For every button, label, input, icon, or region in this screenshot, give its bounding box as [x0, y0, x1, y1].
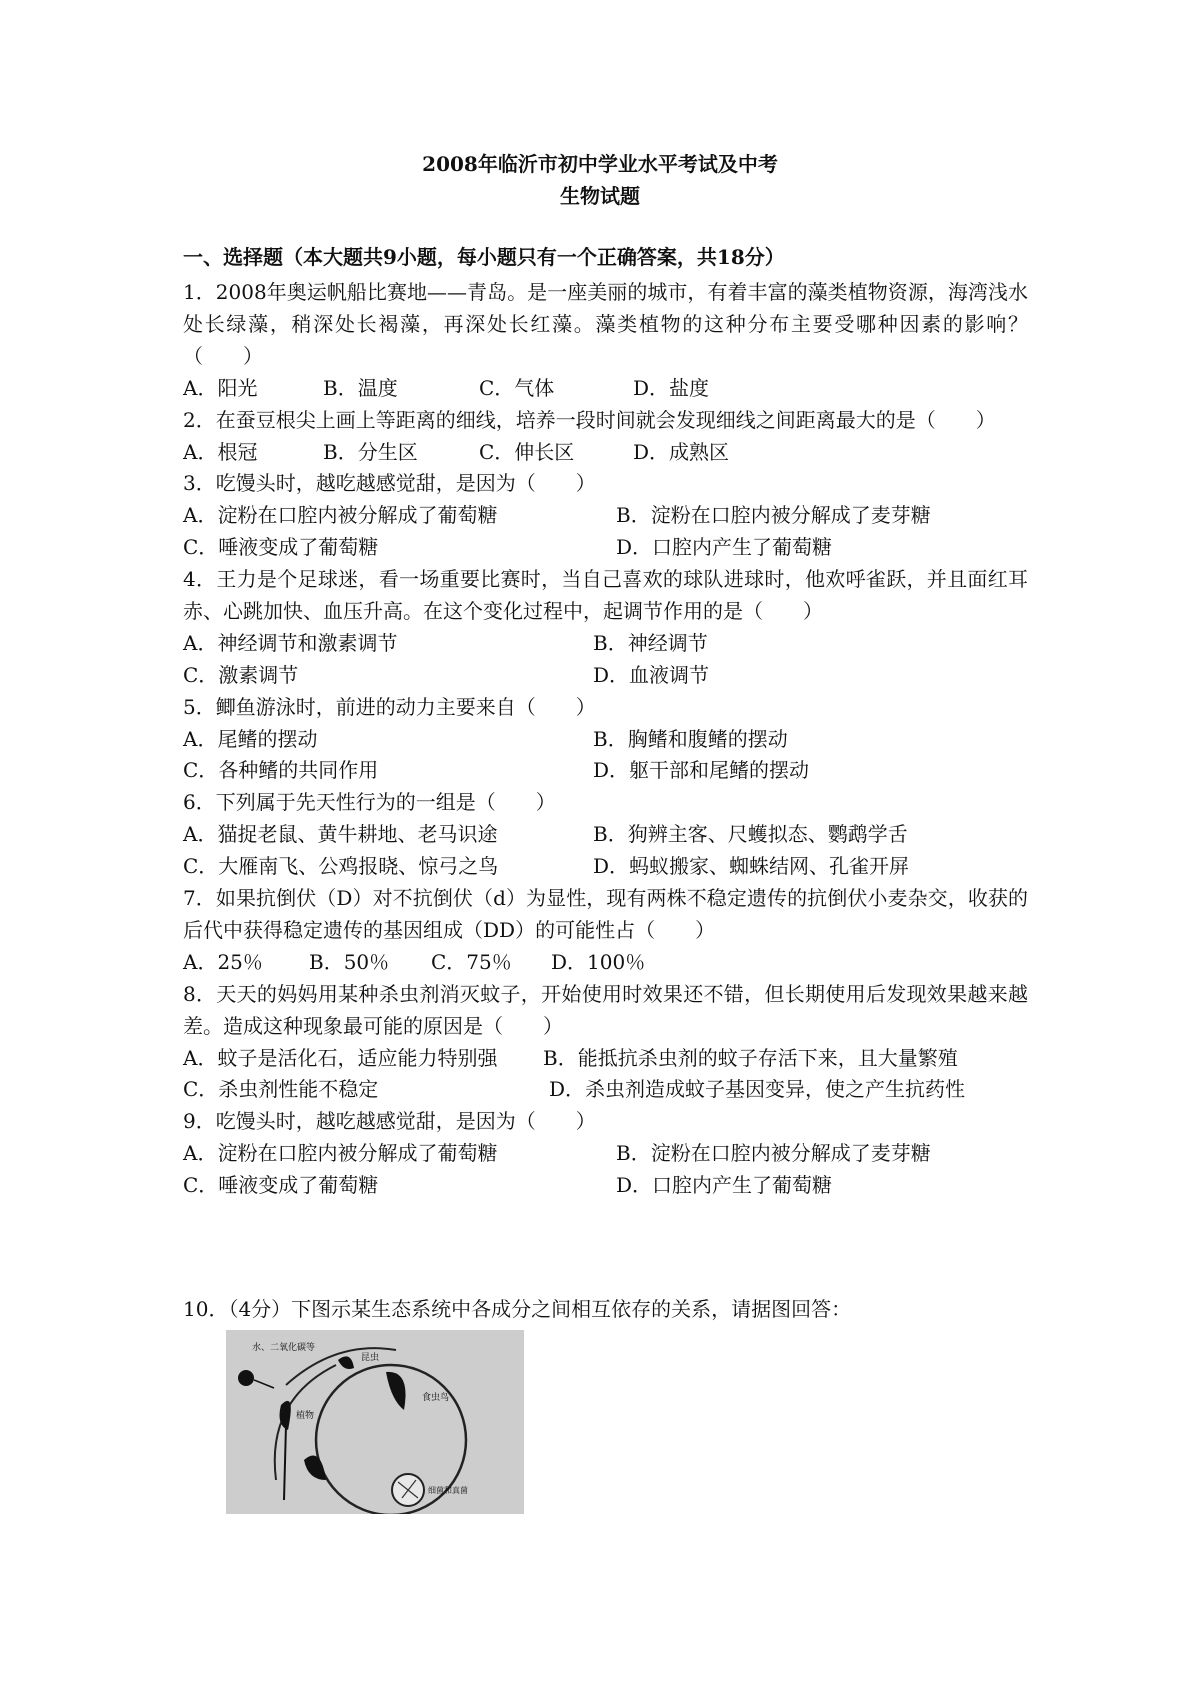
section-heading-choice: 一、选择题（本大题共9小题，每小题只有一个正确答案，共18分）: [183, 245, 785, 269]
option-a: A．淀粉在口腔内被分解成了葡萄糖: [183, 1141, 498, 1166]
option-b: B．胸鳍和腹鳍的摆动: [593, 726, 788, 751]
sun-icon: [238, 1370, 254, 1386]
option-d: D．100％: [551, 949, 646, 974]
option-c: C．气体: [479, 375, 555, 400]
question-8-options-row2: [183, 1074, 1028, 1106]
option-b: B．温度: [323, 375, 398, 400]
option-c: C．各种鳍的共同作用: [183, 758, 379, 783]
question-2-stem: 2．在蚕豆根尖上画上等距离的细线，培养一段时间就会发现细线之间距离最大的是（ ）: [183, 407, 996, 432]
label-insect: 昆虫: [361, 1353, 380, 1363]
exam-subtitle: 生物试题: [560, 184, 640, 208]
question-7-stem: 7．如果抗倒伏（D）对不抗倒伏（d）为显性，现有两株不稳定遗传的抗倒伏小麦杂交，收获的后代中获得稳定遗传的基因组成（DD）的可能性占（ ）: [183, 886, 1028, 942]
option-c: C．大雁南飞、公鸡报晓、惊弓之鸟: [183, 854, 499, 879]
question-6-options-row1: [183, 819, 1028, 851]
question-3-options-row1: [183, 500, 1028, 532]
question-3-options-row2: [183, 532, 1028, 564]
option-d: D．口腔内产生了葡萄糖: [616, 535, 833, 560]
option-b: B．淀粉在口腔内被分解成了麦芽糖: [616, 1141, 931, 1166]
option-c: C．伸长区: [479, 439, 575, 464]
question-7-options: [183, 947, 1028, 979]
question-1-options: [183, 373, 1028, 405]
question-5-options-row1: [183, 724, 1028, 756]
option-d: D．蚂蚁搬家、蜘蛛结网、孔雀开屏: [593, 854, 910, 879]
option-a: A．神经调节和激素调节: [183, 630, 398, 655]
question-4-options-row1: [183, 628, 1028, 660]
question-9-options-row2: [183, 1170, 1028, 1202]
option-a: A．蚊子是活化石，适应能力特别强: [183, 1045, 498, 1070]
question-10-stem: 10．（4分）下图示某生态系统中各成分之间相互依存的关系，请据图回答：: [183, 1297, 852, 1321]
option-d: D．口腔内产生了葡萄糖: [616, 1173, 833, 1198]
option-b: B．狗辨主客、尺蠖拟态、鹦鹉学舌: [593, 822, 908, 847]
option-d: D．血液调节: [593, 662, 710, 687]
option-c: C．75％: [431, 949, 512, 974]
option-a: A．猫捉老鼠、黄牛耕地、老马识途: [183, 822, 498, 847]
question-9-stem: 9．吃馒头时，越吃越感觉甜，是因为（ ）: [183, 1109, 596, 1134]
label-plant: 植物: [296, 1411, 315, 1421]
question-6-stem: 6．下列属于先天性行为的一组是（ ）: [183, 790, 556, 815]
option-d: D．成熟区: [633, 439, 730, 464]
option-b: B．50％: [309, 949, 390, 974]
option-b: B．分生区: [323, 439, 418, 464]
question-8-stem: 8．天天的妈妈用某种杀虫剂消灭蚊子，开始使用时效果还不错，但长期使用后发现效果越来越差。造成这种现象最可能的原因是（ ）: [183, 981, 1028, 1038]
question-8-options-row1: [183, 1043, 1028, 1075]
option-c: C．唾液变成了葡萄糖: [183, 535, 379, 560]
question-5-options-row2: [183, 755, 1028, 787]
option-b: B．能抵抗杀虫剂的蚊子存活下来，且大量繁殖: [543, 1045, 958, 1070]
option-c: C．唾液变成了葡萄糖: [183, 1173, 379, 1198]
label-microbe: 细菌和真菌: [428, 1486, 468, 1495]
option-d: D．杀虫剂造成蚊子基因变异，使之产生抗药性: [549, 1077, 966, 1102]
ecosystem-figure: [226, 1330, 524, 1514]
label-bird: 食虫鸟: [422, 1393, 450, 1403]
option-b: B．淀粉在口腔内被分解成了麦芽糖: [616, 503, 931, 528]
label-water-co2: 水、二氧化碳等: [252, 1343, 316, 1353]
option-b: B．神经调节: [593, 630, 708, 655]
option-a: A．25％: [183, 949, 263, 974]
option-a: A．阳光: [183, 375, 258, 400]
question-2-options: [183, 437, 1028, 469]
option-d: D．躯干部和尾鳍的摆动: [593, 758, 810, 783]
question-4-options-row2: [183, 660, 1028, 692]
option-a: A．根冠: [183, 439, 258, 464]
question-4-stem: 4．王力是个足球迷，看一场重要比赛时，当自己喜欢的球队进球时，他欢呼雀跃，并且面红耳赤、心跳加快、血压升高。在这个变化过程中，起调节作用的是（ ）: [183, 567, 1028, 623]
option-c: C．杀虫剂性能不稳定: [183, 1077, 379, 1102]
option-c: C．激素调节: [183, 662, 299, 687]
question-list: [183, 277, 1028, 1202]
option-a: A．淀粉在口腔内被分解成了葡萄糖: [183, 503, 498, 528]
option-a: A．尾鳍的摆动: [183, 726, 318, 751]
question-1-stem: 1．2008年奥运帆船比赛地——青岛。是一座美丽的城市，有着丰富的藻类植物资源，海湾浅水处长绿藻，稍深处长褐藻，再深处长红藻。藻类植物的这种分布主要受哪种因素的影响？（ ）: [183, 280, 1028, 368]
question-5-stem: 5．鲫鱼游泳时，前进的动力主要来自（ ）: [183, 694, 596, 719]
exam-title: 2008年临沂市初中学业水平考试及中考: [422, 152, 778, 176]
option-d: D．盐度: [633, 375, 710, 400]
question-3-stem: 3．吃馒头时，越吃越感觉甜，是因为（ ）: [183, 471, 596, 496]
question-9-options-row1: [183, 1138, 1028, 1170]
ecosystem-diagram: [226, 1330, 524, 1514]
question-6-options-row2: [183, 851, 1028, 883]
